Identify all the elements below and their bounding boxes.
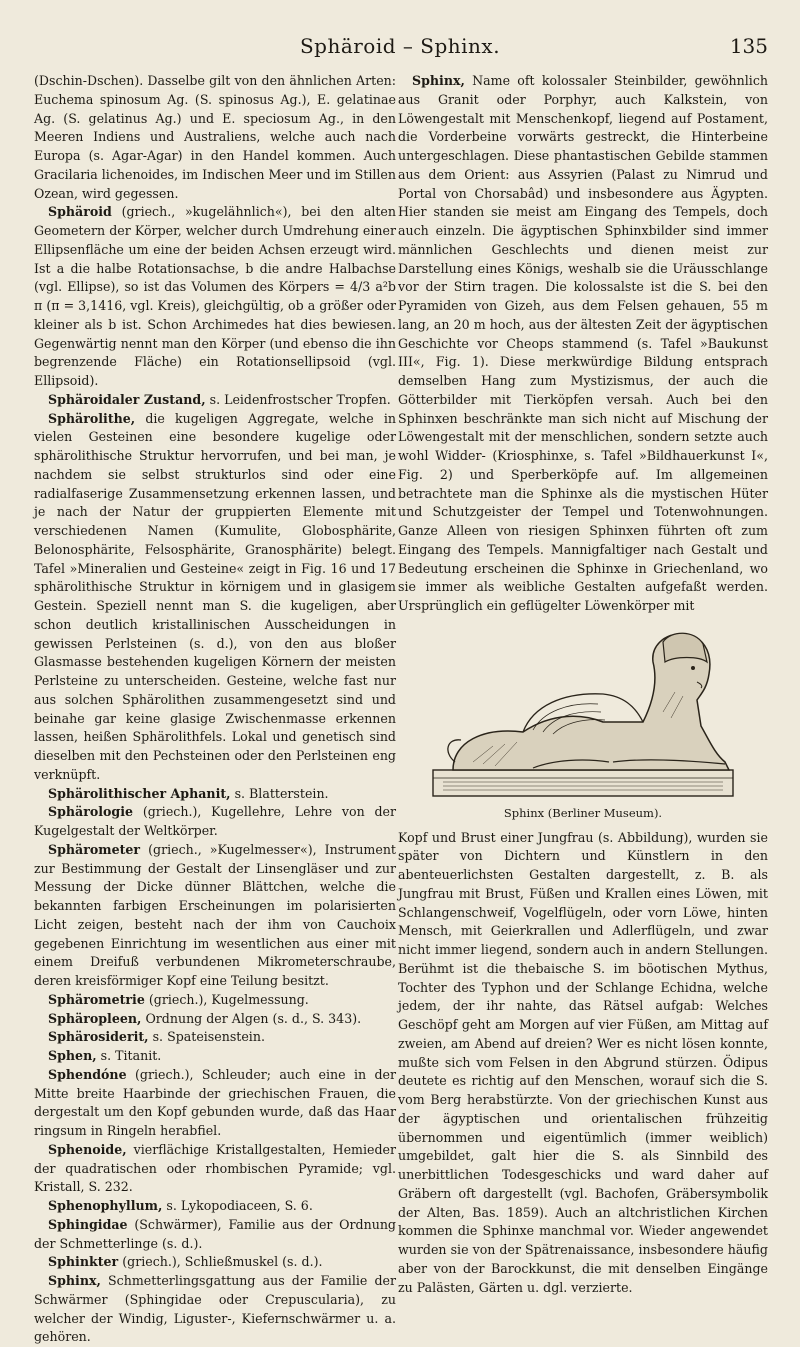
entry-body: (griech.), Schließmuskel (s. d.). (122, 1254, 323, 1270)
page-number: 135 (729, 34, 768, 58)
headword: Sphärometer (48, 841, 141, 857)
entry-sphaerometer (34, 841, 396, 991)
entry-body: Name oft kolossaler Steinbilder, gewöhnlich aus Granit oder Porphyr, auch Kalkstein, von Löwengestalt mit Menschenkopf, liegend auf Postament, die Vorderbeine vorwärts gestreckt, die Hinterbeine untergeschlagen. Diese phantastischen Gebilde stammen aus dem Orient: aus Assyrien (Palast zu Nimrud und Portal von Chorsabâd) und insbesondere aus Ägypten. Hier standen sie meist am Eingang des Tempels, doch auch einzeln. Die ägyptischen Sphinxbilder sind immer männlichen Geschlechts und dienen meist zur Darstellung eines Königs, weshalb sie die Uräusschlange vor der Stirn tragen. Die kolossalste ist die S. bei den Pyramiden von Gizeh, aus dem Felsen gehauen, 55 m lang, an 20 m hoch, aus der ältesten Zeit der ägyptischen Geschichte vor Cheops stammend (s. Tafel »Baukunst III«, Fig. 1). Diese merkwürdige Bildung entsprach demselben Hang zum Mystizismus, der auch die Götterbilder mit Tierköpfen versah. Auch bei den Sphinxen beschränkte man sich nicht auf Mischung der Löwengestalt mit der menschlichen, sondern setzte auch wohl Widder- (Kriosphinxe, s. Tafel »Bildhauerkunst I«, Fig. 2) und Sperberköpfe auf. Im allgemeinen betrachtete man die Sphinxe als die mystischen Hüter und Schutzgeister der Tempel und Totenwohnungen. Ganze Alleen von riesigen Sphinxen führten oft zum Eingang des Tempels. Mannigfaltiger nach Gestalt und Bedeutung erscheinen die Sphinxe in Griechenland, wo sie immer als weibliche Gestalten aufgefaßt werden. Ursprünglich ein geflügelter Löwenkörper mit (398, 73, 768, 613)
entry-sphinkter (34, 1253, 396, 1272)
entry-body: (Schwärmer), Familie aus der Ordnung der Schmetterlinge (s. d.). (34, 1216, 396, 1251)
sphinx-illustration (413, 622, 753, 802)
headword: Sphinx, (48, 1273, 101, 1288)
headword: Sphingidae (48, 1216, 128, 1232)
headword: Sphärologie (48, 804, 134, 820)
entry-body: (griech., »Kugelmesser«), Instrument zur Bestimmung der Gestalt der Linsengläser und zur Messung der Dicke dünner Blättchen, welche die bekannten farbigen Erscheinungen im polarisierten Licht zeigen, besteht nach der ihm von Cauchoix gegebenen Einrichtung im wesentlichen aus einer mit einem Dreifuß verbundenen Mikrometerschraube, deren kreisförmiger Kopf eine Teilung besitzt. (34, 841, 396, 988)
page-header (0, 34, 800, 66)
entry-body: s. Leidenfrostscher Tropfen. (209, 391, 391, 407)
right-column (398, 72, 768, 1297)
headword: Sphärolithischer Aphanit, (48, 785, 231, 801)
headword: Sphärosiderit, (48, 1029, 149, 1045)
headword: Sphärolithe, (48, 410, 136, 426)
entry-body: s. Blatterstein. (234, 785, 329, 801)
entry-sphaerologie (34, 803, 396, 841)
entry-sphaerosiderit (34, 1028, 396, 1047)
entry-body: vierflächige Kristallgestalten, Hemieder der quadratischen oder rhombischen Pyramide; vgl. Kristall, S. 232. (34, 1141, 396, 1195)
headword: Sphäroidaler Zustand, (48, 391, 206, 407)
left-column (34, 72, 396, 1347)
headword: Sphäroplеen, (48, 1010, 142, 1026)
entry-body: (griech., »kugelähnlich«), bei den alten Geometern der Körper, welcher durch Umdrehung einer Ellipsenfläche um eine der beiden Achsen erzeugt wird. Ist a die halbe Rotationsachse, b die andre Halbachse (vgl. Ellipse), so ist das Volumen des Körpers = 4/3 a²b π (π = 3,1416, vgl. Kreis), gleichgültig, ob a größer oder kleiner als b ist. Schon Archimedes hat dies bewiesen. Gegenwärtig nennt man den Körper (und ebenso die ihn begrenzende Fläche) ein Rotationsellipsoid (vgl. Ellipsoid). (34, 204, 396, 388)
entry-body: (griech.), Kugellehre, Lehre von der Kugelgestalt der Weltkörper. (34, 804, 396, 838)
headword: Sphärometrie (48, 991, 145, 1007)
entry-body: (griech.), Schleuder; auch eine in der Mitte breite Haarbinde der griechischen Frauen, die dergestalt um den Kopf gebunden wurde, daß das Haar ringsum in Ringeln herabfiel. (34, 1066, 396, 1138)
entry-sphinx (398, 72, 768, 616)
entry-sphaeroplеen (34, 1010, 396, 1029)
headword: Sphendóne (48, 1066, 127, 1082)
entry-sphinx-moth (34, 1272, 396, 1347)
entry-sphaeroid (34, 203, 396, 391)
entry-sphenophyllum (34, 1197, 396, 1216)
entry-body: (griech.), Kugelmessung. (148, 991, 309, 1007)
entry-sphendone (34, 1066, 396, 1141)
entry-body: s. Spateisenstein. (152, 1029, 265, 1045)
sphinx-figure (398, 622, 768, 823)
entry-body: s. Lykopodiaceen, S. 6. (166, 1198, 313, 1213)
entry-sphaerometrie (34, 991, 396, 1010)
entry-sphaerolithe (34, 410, 396, 785)
headword: Sphäroid (48, 204, 112, 220)
entry-sphen (34, 1047, 396, 1066)
entry-sphaerolithischer-aphanit (34, 785, 396, 804)
continued-paragraph: (Dschin-Dschen). Dasselbe gilt von den ähnlichen Arten: Euchema spinosum Ag. (S. spinosus Ag.), E. gelatinae Ag. (S. gelatinus Ag.) und E. speciosum Ag., in den Meeren Indiens und Australiens, welche auch nach Europa (s. Agar-Agar) in den Handel kommen. Auch Gracilaria lichenoides, im Indischen Meer und im Stillen Ozean, wird gegessen. (34, 73, 396, 201)
figure-caption: Sphinx (Berliner Museum). (503, 805, 663, 820)
entry-sphenoide (34, 1141, 396, 1197)
entry-sphinx-continued: Kopf und Brust einer Jungfrau (s. Abbildung), wurden sie später von Dichtern und Künstlern in den abenteuerlichsten Gestalten dargestellt, z. B. als Jungfrau mit Brust, Füßen und Krallen eines Löwen, mit Schlangenschweif, Vogelflügeln, oder vorn Löwe, hinten Mensch, mit Geierkrallen und Adlerflügeln, und zwar nicht immer liegend, sondern auch in andern Stellungen. Berühmt ist die thebaische S. im böotischen Mythus, Tochter des Typhon und der Schlange Echidna, welche jedem, der ihr nahte, das Rätsel aufgab: Welches Geschöpf geht am Morgen auf vier Füßen, am Mittag auf zweien, am Abend auf dreien? Wer es nicht lösen konnte, mußte sich vom Felsen in den Abgrund stürzen. Ödipus deutete es richtig auf den Menschen, worauf sich die S. vom Berg herabstürzte. Von der griechischen Kunst aus der ägyptischen und orientalischen frühzeitig übernommen und eigentümlich (immer weiblich) umgebildet, galt hier die S. als Sinnbild des unerbittlichen Todesgeschicks und ward daher auf Gräbern oft dargestellt (vgl. Bachofen, Gräbersymbolik der Alten, Bas. 1859). Auch an altchristlichen Kirchen kommen die Sphinxe manchmal vor. Wieder angewendet wurden sie von der Spätrenaissance, insbesondere häufig aber von der Barockkunst, die mit denselben Eingänge zu Palästen, Gärten u. dgl. verzierte. (398, 829, 768, 1295)
headword: Sphen, (48, 1048, 97, 1063)
entry-body: Schmetterlingsgattung aus der Familie der Schwärmer (Sphingidae oder Crepuscularia), zu welcher der Windig, Liguster-, Kiefernschwärmer u. a. gehören. (34, 1273, 397, 1345)
entry-body: die kugeligen Aggregate, welche in vielen Gesteinen eine besondere kugelige oder sphärolithische Struktur hervorrufen, und bei man, je nachdem sie selbst strukturlos sind oder eine radialfaserige Zusammensetzung erkennen lassen, und je nach der Natur der gruppierten Elemente mit verschiedenen Namen (Kumulite, Globosphärite, Belonosphärite, Felsosphärite, Granosphärite) belegt. Tafel »Mineralien und Gesteine« zeigt in Fig. 16 und 17 sphärolithische Struktur in körnigem und in glasigem Gestein. Speziell nennt man S. die kugeligen, aber schon deutlich kristallinischen Ausscheidungen in gewissen Perlsteinen (s. d.), von den aus bloßer Glasmasse bestehenden kugeligen Körnern der meisten Perlsteine zu unterscheiden. Gesteine, welche fast nur aus solchen Sphärolithen zusammengesetzt sind und beinahe gar keine glasige Zwischenmasse erkennen lassen, heißen Sphärolithfels. Lokal und genetisch sind dieselben mit den Pechsteinen oder den Perlsteinen eng verknüpft. (34, 410, 396, 782)
headword: Sphinkter (48, 1254, 119, 1270)
headword: Sphenoide, (48, 1141, 127, 1157)
entry-body: s. Titanit. (100, 1048, 162, 1063)
headword: Sphinx, (412, 73, 465, 88)
headword: Sphenophyllum, (48, 1198, 163, 1213)
running-title: Sphäroid – Sphinx. (299, 34, 501, 58)
entry-body: Ordnung der Algen (s. d., S. 343). (145, 1010, 362, 1026)
entry-sphaeroidaler-zustand (34, 391, 396, 410)
entry-sphingidae (34, 1216, 396, 1254)
